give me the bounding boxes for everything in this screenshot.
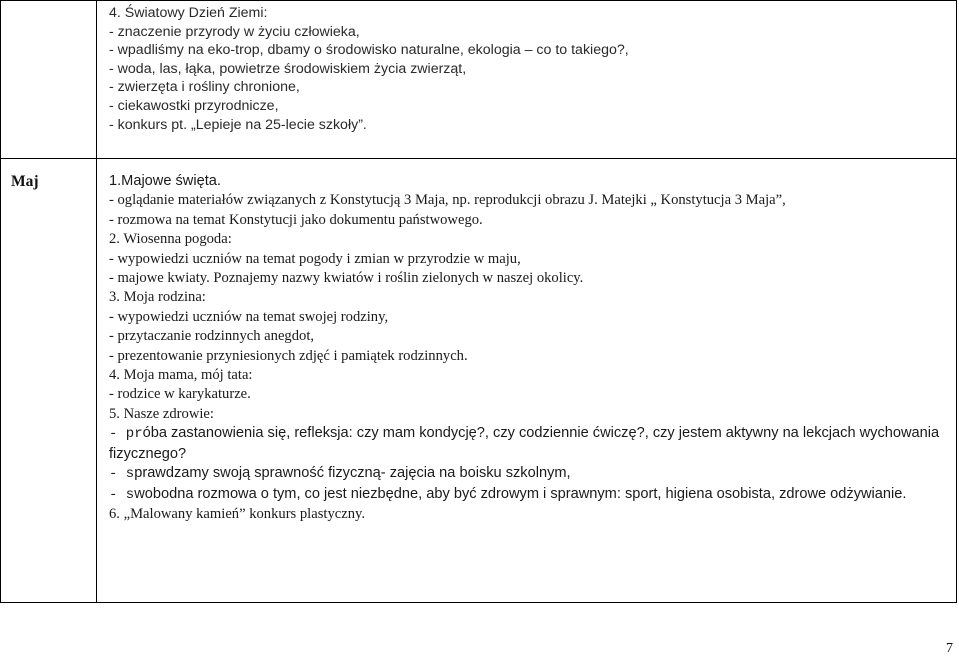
may-heading: 2. Wiosenna pogoda:	[109, 231, 232, 248]
earth-day-content	[97, 1, 957, 159]
dash-prefix: - s	[109, 466, 135, 483]
page-number: 7	[946, 641, 953, 656]
may-item: - majowe kwiaty. Poznajemy nazwy kwiatów i roślin zielonych w naszej okolicy.	[109, 270, 584, 287]
may-item: - rodzice w karykaturze.	[109, 386, 251, 403]
may-heading: 4. Moja mama, mój tata:	[109, 367, 253, 384]
may-item	[109, 464, 956, 484]
may-item: - przytaczanie rodzinnych anegdot,	[109, 328, 315, 345]
earth-day-title: 4. Światowy Dzień Ziemi:	[109, 5, 268, 21]
month-cell-empty	[1, 1, 97, 159]
dash-prefix: - s	[109, 486, 135, 503]
may-heading: 5. Nasze zdrowie:	[109, 405, 214, 422]
earth-day-item: - znaczenie przyrody w życiu człowieka,	[109, 23, 360, 40]
may-item	[109, 424, 956, 464]
may-item-text: prawdzamy swoją sprawność fizyczną- zajęcia na boisku szkolnym,	[134, 465, 571, 482]
may-lines	[97, 159, 956, 524]
may-item: - wypowiedzi uczniów na temat swojej rodziny,	[109, 308, 389, 325]
month-label: Maj	[11, 173, 39, 190]
earth-day-item: - woda, las, łąka, powietrze środowiskiem życia zwierząt,	[109, 60, 467, 77]
may-row	[1, 159, 957, 603]
may-heading: 3. Moja rodzina:	[109, 289, 206, 306]
earth-day-lines	[97, 1, 956, 134]
may-heading: 1.Majowe święta.	[109, 173, 221, 189]
may-item	[109, 485, 956, 505]
earth-day-row	[1, 1, 957, 159]
earth-day-item: - konkurs pt. „Lepieje na 25-lecie szkoły”.	[109, 116, 367, 133]
may-item: - prezentowanie przyniesionych zdjęć i pamiątek rodzinnych.	[109, 347, 468, 364]
may-item: - rozmowa na temat Konstytucji jako dokumentu państwowego.	[109, 211, 483, 228]
may-content	[97, 159, 957, 603]
earth-day-item: - ciekawostki przyrodnicze,	[109, 97, 279, 114]
dash-prefix: - pr	[109, 426, 143, 443]
may-item: - oglądanie materiałów związanych z Konstytucją 3 Maja, np. reprodukcji obrazu J. Matejki „ Konstytucja 3 Maja”,	[109, 192, 786, 209]
month-cell	[1, 159, 97, 603]
may-item-text: óba zastanowienia się, refleksja: czy mam kondycję?, czy codziennie ćwiczę?, czy jestem aktywny na lekcjach wychowania fizycznego?	[109, 425, 940, 462]
may-heading: 6. „Malowany kamień” konkurs plastyczny.	[109, 505, 365, 522]
may-item: - wypowiedzi uczniów na temat pogody i zmian w przyrodzie w maju,	[109, 250, 521, 267]
earth-day-item: - zwierzęta i rośliny chronione,	[109, 79, 300, 96]
earth-day-item: - wpadliśmy na eko-trop, dbamy o środowisko naturalne, ekologia – co to takiego?,	[109, 42, 629, 59]
may-item-text: wobodna rozmowa o tym, co jest niezbędne, aby być zdrowym i sprawnym: sport, higiena osobista, zdrowe odżywianie.	[134, 485, 907, 502]
